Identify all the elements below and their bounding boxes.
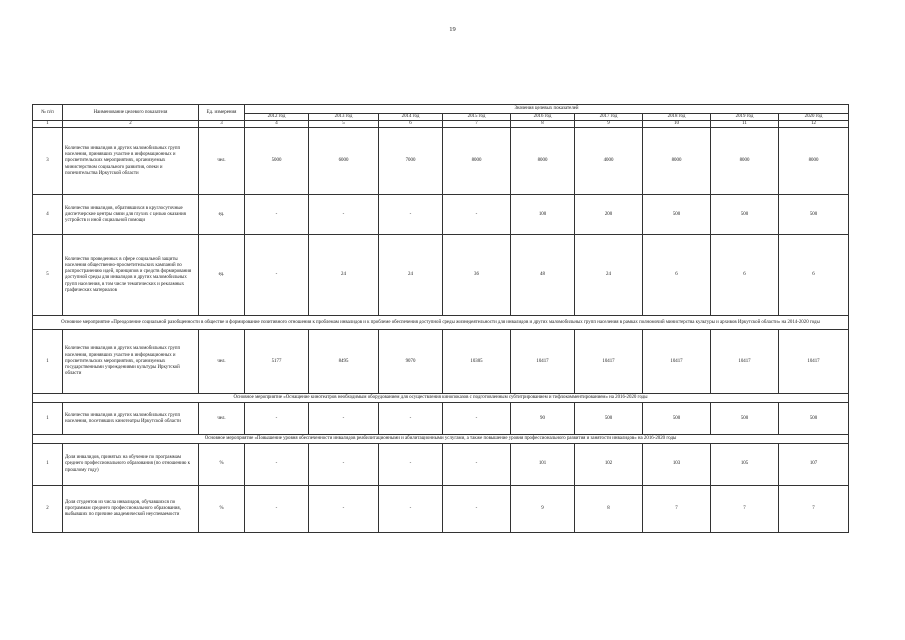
row-value: 8 — [575, 486, 643, 533]
row-unit: ед. — [199, 195, 245, 235]
row-num: 1 — [33, 444, 63, 486]
row-value: 48 — [511, 235, 575, 316]
row-name: Количество инвалидов, обратившихся в круглосуточные диспетчерские центры связи для глухих с целью оказания устройств и иной социальной помощи — [63, 195, 199, 235]
row-value: - — [309, 403, 379, 435]
row-num: 3 — [33, 128, 63, 195]
row-value: 500 — [643, 195, 711, 235]
row-value: 24 — [309, 235, 379, 316]
row-value: 9070 — [379, 330, 443, 394]
indicators-table — [32, 104, 849, 533]
row-value: 36 — [443, 235, 511, 316]
row-unit: чел. — [199, 128, 245, 195]
col-number: 8 — [511, 121, 575, 128]
row-value: - — [379, 195, 443, 235]
row-value: 24 — [575, 235, 643, 316]
table-row — [33, 330, 849, 394]
row-value: 500 — [711, 195, 779, 235]
row-value: 90 — [511, 403, 575, 435]
header-row — [33, 105, 849, 114]
section-row — [33, 394, 849, 403]
row-value: 7 — [779, 486, 849, 533]
row-value: 107 — [779, 444, 849, 486]
header-year: 2017 год — [575, 114, 643, 121]
row-value: - — [379, 486, 443, 533]
header-year: 2014 год — [379, 114, 443, 121]
row-value: 101 — [511, 444, 575, 486]
row-value: 103 — [643, 444, 711, 486]
row-value: 500 — [711, 403, 779, 435]
section-title: Основное мероприятие «Преодоление социальной разобщенности в обществе и формирование позитивного отношения к проблемам инвалидов и к проблеме обеспечения доступной среды жизнедеятельности для инвалидов и других маломобильных групп населения в рамках полномочий министерства культуры и архивов Иркутской области» на 2014-2020 годы — [33, 316, 849, 330]
row-value: 24 — [379, 235, 443, 316]
header-year: 2018 год — [643, 114, 711, 121]
row-value: 6 — [643, 235, 711, 316]
section-row — [33, 435, 849, 444]
header-unit: Ед. измерения — [199, 105, 245, 121]
row-value: 10417 — [711, 330, 779, 394]
row-value: 6 — [711, 235, 779, 316]
row-value: 6 — [779, 235, 849, 316]
row-value: 10417 — [511, 330, 575, 394]
row-value: - — [443, 403, 511, 435]
row-num: 5 — [33, 235, 63, 316]
row-value: 7 — [711, 486, 779, 533]
row-name: Доля студентов из числа инвалидов, обучавшихся по программам среднего профессионального образования, выбывших по причине академической неуспеваемости — [63, 486, 199, 533]
row-value: - — [309, 444, 379, 486]
row-value: 10417 — [779, 330, 849, 394]
row-unit: чел. — [199, 330, 245, 394]
row-value: 8000 — [443, 128, 511, 195]
header-year: 2020 год — [779, 114, 849, 121]
col-number: 11 — [711, 121, 779, 128]
row-unit: % — [199, 444, 245, 486]
row-value: 8000 — [711, 128, 779, 195]
col-number: 4 — [245, 121, 309, 128]
row-name: Количество инвалидов и других маломобильных групп населения, посетивших кинотеатры Иркутской области — [63, 403, 199, 435]
row-value: 5000 — [245, 128, 309, 195]
row-value: 4000 — [575, 128, 643, 195]
row-value: - — [245, 444, 309, 486]
row-unit: % — [199, 486, 245, 533]
col-number: 1 — [33, 121, 63, 128]
header-values-group: Значения целевых показателей — [245, 105, 849, 114]
section-title: Основное мероприятие «Оснащение кинотеатров необходимым оборудованием для осуществления кинопоказов с подготовленным субтитрированием и тифлокомментированием» на 2016-2020 годы — [33, 394, 849, 403]
col-number: 7 — [443, 121, 511, 128]
row-value: 102 — [575, 444, 643, 486]
row-value: - — [245, 403, 309, 435]
page-number: 19 — [449, 26, 456, 33]
section-row — [33, 316, 849, 330]
row-value: 100 — [511, 195, 575, 235]
row-name: Доля инвалидов, принятых на обучение по программам среднего профессионального образования (по отношению к прошлому году) — [63, 444, 199, 486]
table-row — [33, 486, 849, 533]
col-number: 3 — [199, 121, 245, 128]
row-num: 1 — [33, 403, 63, 435]
table-row — [33, 444, 849, 486]
row-value: - — [443, 195, 511, 235]
col-number: 10 — [643, 121, 711, 128]
column-numbers-row — [33, 121, 849, 128]
col-number: 6 — [379, 121, 443, 128]
row-value: - — [379, 444, 443, 486]
row-value: 5177 — [245, 330, 309, 394]
row-num: 4 — [33, 195, 63, 235]
header-num: № п/п — [33, 105, 63, 121]
row-value: - — [245, 195, 309, 235]
row-name: Количество проведенных в сфере социальной защиты населения общественно-просветительских кампаний по распространению идей, принципов и средств формирования доступной среды для инвалидов и других маломобильных групп населения, в том числе тематических и рекламных графических материалов — [63, 235, 199, 316]
header-year: 2012 год — [245, 114, 309, 121]
row-unit: ед. — [199, 235, 245, 316]
row-value: 105 — [711, 444, 779, 486]
row-value: 7 — [643, 486, 711, 533]
header-year: 2013 год — [309, 114, 379, 121]
row-value: 500 — [643, 403, 711, 435]
row-value: 8495 — [309, 330, 379, 394]
row-value: 500 — [575, 403, 643, 435]
header-year: 2016 год — [511, 114, 575, 121]
row-value: 8000 — [779, 128, 849, 195]
row-value: 10305 — [443, 330, 511, 394]
row-value: 200 — [575, 195, 643, 235]
col-number: 5 — [309, 121, 379, 128]
row-value: - — [245, 486, 309, 533]
header-name: Наименование целевого показателя — [63, 105, 199, 121]
col-number: 2 — [63, 121, 199, 128]
row-value: 9 — [511, 486, 575, 533]
row-num: 2 — [33, 486, 63, 533]
row-value: - — [443, 486, 511, 533]
table-row — [33, 403, 849, 435]
row-value: 10417 — [575, 330, 643, 394]
row-value: - — [443, 444, 511, 486]
col-number: 9 — [575, 121, 643, 128]
row-value: 8000 — [643, 128, 711, 195]
row-unit: чел. — [199, 403, 245, 435]
row-value: - — [309, 486, 379, 533]
row-value: - — [245, 235, 309, 316]
table-row — [33, 195, 849, 235]
section-title: Основное мероприятие «Повышение уровня обеспеченности инвалидов реабилитационными и абилитационными услугами, а также повышение уровня профессионального развития и занятости инвалидов» на 2016-2020 годы — [33, 435, 849, 444]
row-name: Количество инвалидов и других маломобильных групп населения, принявших участие в информационных и просветительских мероприятиях, организуемых министерством социального развития, опеки и попечительства Иркутской области — [63, 128, 199, 195]
header-year: 2019 год — [711, 114, 779, 121]
header-year: 2015 год — [443, 114, 511, 121]
row-value: 10417 — [643, 330, 711, 394]
row-num: 1 — [33, 330, 63, 394]
row-value: 500 — [779, 403, 849, 435]
table-row — [33, 128, 849, 195]
row-value: 8000 — [511, 128, 575, 195]
row-value: 500 — [779, 195, 849, 235]
col-number: 12 — [779, 121, 849, 128]
row-value: 6000 — [309, 128, 379, 195]
row-value: - — [379, 403, 443, 435]
row-value: - — [309, 195, 379, 235]
table-row — [33, 235, 849, 316]
row-name: Количество инвалидов и других маломобильных групп населения, принявших участие в информационных и просветительских мероприятиях, организуемых государственными учреждениями культуры Иркутской области — [63, 330, 199, 394]
row-value: 7000 — [379, 128, 443, 195]
